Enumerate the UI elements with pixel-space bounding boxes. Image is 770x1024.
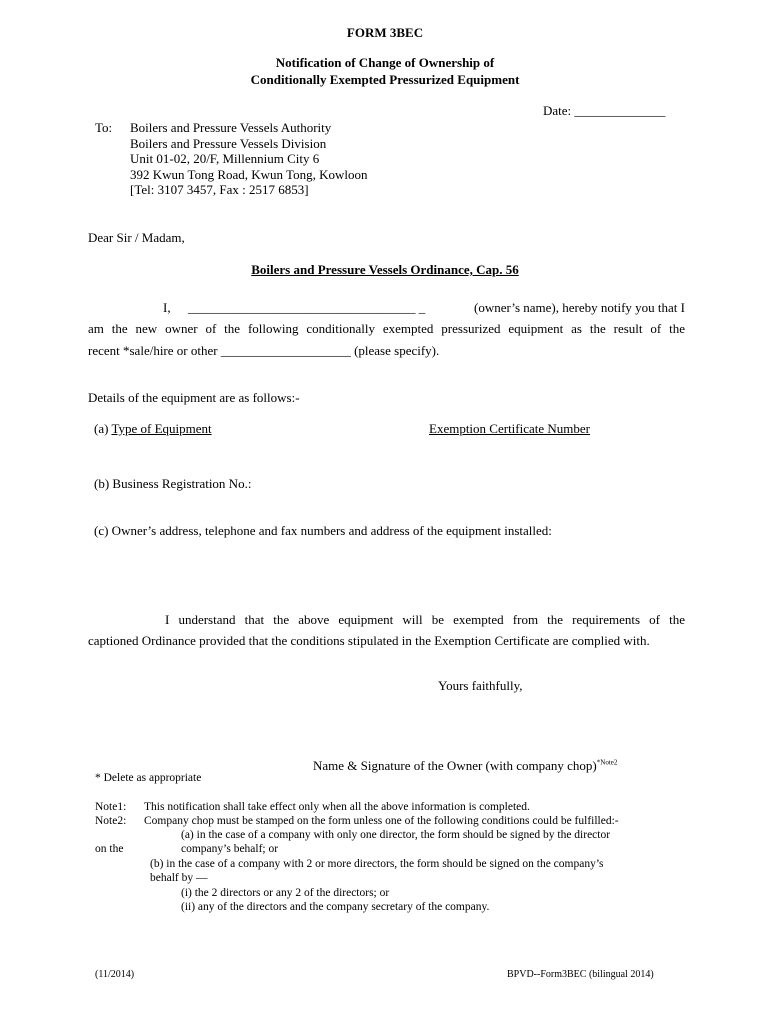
- exemption-cert-label: Exemption Certificate Number: [429, 421, 591, 436]
- ordinance-heading: Boilers and Pressure Vessels Ordinance, Cap. 56: [251, 262, 519, 277]
- para1-line2: am the new owner of the following conditionally exempted pressurized equipment as the result of the: [88, 321, 685, 336]
- delete-note: * Delete as appropriate: [95, 772, 202, 784]
- to-label: To:: [95, 120, 113, 135]
- footer-left: (11/2014): [95, 969, 135, 980]
- details-intro: Details of the equipment are as follows:-: [88, 390, 300, 405]
- owner-prefix: I,: [163, 300, 171, 315]
- salutation: Dear Sir / Madam,: [88, 230, 185, 245]
- addressee-line: Unit 01-02, 20/F, Millennium City 6: [130, 151, 320, 166]
- note2-label: Note2:: [95, 815, 127, 827]
- footer-right: BPVD--Form3BEC (bilingual 2014): [507, 969, 654, 980]
- note2-line1: Company chop must be stamped on the form unless one of the following conditions could be fulfilled:-: [144, 815, 619, 827]
- note2-a-line2: company’s behalf; or: [181, 843, 279, 855]
- signature-label: Name & Signature of the Owner (with company chop)$^{*Note2}$: [313, 758, 618, 773]
- addressee-line: [Tel: 3107 3457, Fax : 2517 6853]: [130, 182, 309, 197]
- note2-a-line1: (a) in the case of a company with only one director, the form should be signed by the director: [181, 829, 611, 841]
- note2-b-ii: (ii) any of the directors and the company secretary of the company.: [181, 901, 490, 913]
- item-a-prefix: (a): [94, 421, 109, 436]
- form-title-line1: Notification of Change of Ownership of: [275, 55, 495, 70]
- note1-text: This notification shall take effect only when all the above information is completed.: [144, 801, 530, 813]
- owner-suffix: (owner’s name), hereby notify you that I: [474, 300, 685, 315]
- note2-b-i: (i) the 2 directors or any 2 of the directors; or: [181, 887, 390, 899]
- closing: Yours faithfully,: [438, 678, 523, 693]
- note1-label: Note1:: [95, 801, 127, 813]
- note2-b-line1: (b) in the case of a company with 2 or more directors, the form should be signed on the company’s: [150, 858, 604, 870]
- type-of-equipment-label: Type of Equipment: [111, 421, 212, 436]
- para1-line3: recent *sale/hire or other ____________________ (please specify).: [88, 343, 440, 358]
- owner-name-blank: ___________________________________ _: [188, 300, 426, 315]
- signature-note-ref: *Note2: [596, 758, 618, 767]
- date-field: Date: ______________: [543, 103, 666, 118]
- addressee-line: 392 Kwun Tong Road, Kwun Tong, Kowloon: [130, 167, 368, 182]
- item-a: [94, 421, 212, 437]
- item-c: (c) Owner’s address, telephone and fax numbers and address of the equipment installed:: [94, 523, 552, 538]
- addressee-line: Boilers and Pressure Vessels Division: [130, 136, 327, 151]
- item-b: (b) Business Registration No.:: [94, 476, 252, 491]
- form-title-line2: Conditionally Exempted Pressurized Equipment: [250, 72, 520, 87]
- addressee-line: Boilers and Pressure Vessels Authority: [130, 120, 332, 135]
- note2-b-line2: behalf by —: [150, 872, 208, 884]
- para2-line2: captioned Ordinance provided that the conditions stipulated in the Exemption Certificate are complied with.: [88, 633, 650, 648]
- para2-line1: I understand that the above equipment will be exempted from the requirements of the: [165, 612, 685, 627]
- form-number: FORM 3BEC: [346, 25, 424, 40]
- note2-a-prefix: on the: [95, 843, 124, 855]
